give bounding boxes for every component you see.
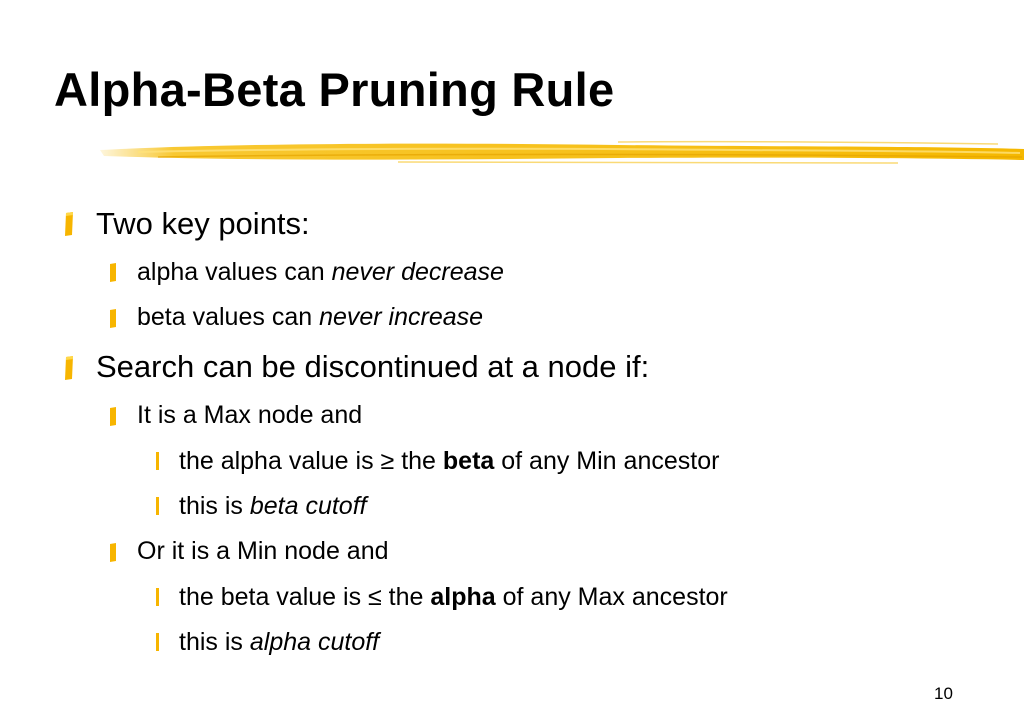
sub-bullet-icon: [109, 309, 117, 328]
sub-bullet-text: It is a Max node and: [137, 401, 363, 429]
sub-bullet-icon: [109, 407, 117, 426]
sub-sub-bullet-text: this is beta cutoff: [179, 492, 367, 520]
sub-sub-bullet-text: the beta value is ≤ the alpha of any Max ancestor: [179, 583, 728, 611]
sub-sub-bullet-icon: [156, 497, 159, 515]
sub-sub-bullet-icon: [156, 588, 159, 606]
sub-sub-bullet-icon: [156, 633, 159, 651]
page-number: 10: [934, 684, 953, 703]
slide-title: Alpha-Beta Pruning Rule: [54, 63, 615, 116]
sub-sub-bullet-text: the alpha value is ≥ the beta of any Min ancestor: [179, 447, 720, 475]
sub-bullet-icon: [109, 263, 117, 282]
sub-bullet-text: beta values can never increase: [137, 303, 484, 331]
bullet-text: Search can be discontinued at a node if:: [96, 349, 650, 384]
sub-sub-bullet-icon: [156, 452, 159, 470]
sub-bullet-text: Or it is a Min node and: [137, 537, 389, 565]
bullet-icon: [64, 356, 74, 380]
bullet-text: Two key points:: [96, 206, 310, 241]
title-underline-brushstroke: [98, 136, 1024, 170]
sub-bullet-icon: [109, 543, 117, 562]
bullet-icon: [64, 212, 74, 236]
sub-sub-bullet-text: this is alpha cutoff: [179, 628, 380, 656]
sub-bullet-text: alpha values can never decrease: [137, 258, 504, 286]
